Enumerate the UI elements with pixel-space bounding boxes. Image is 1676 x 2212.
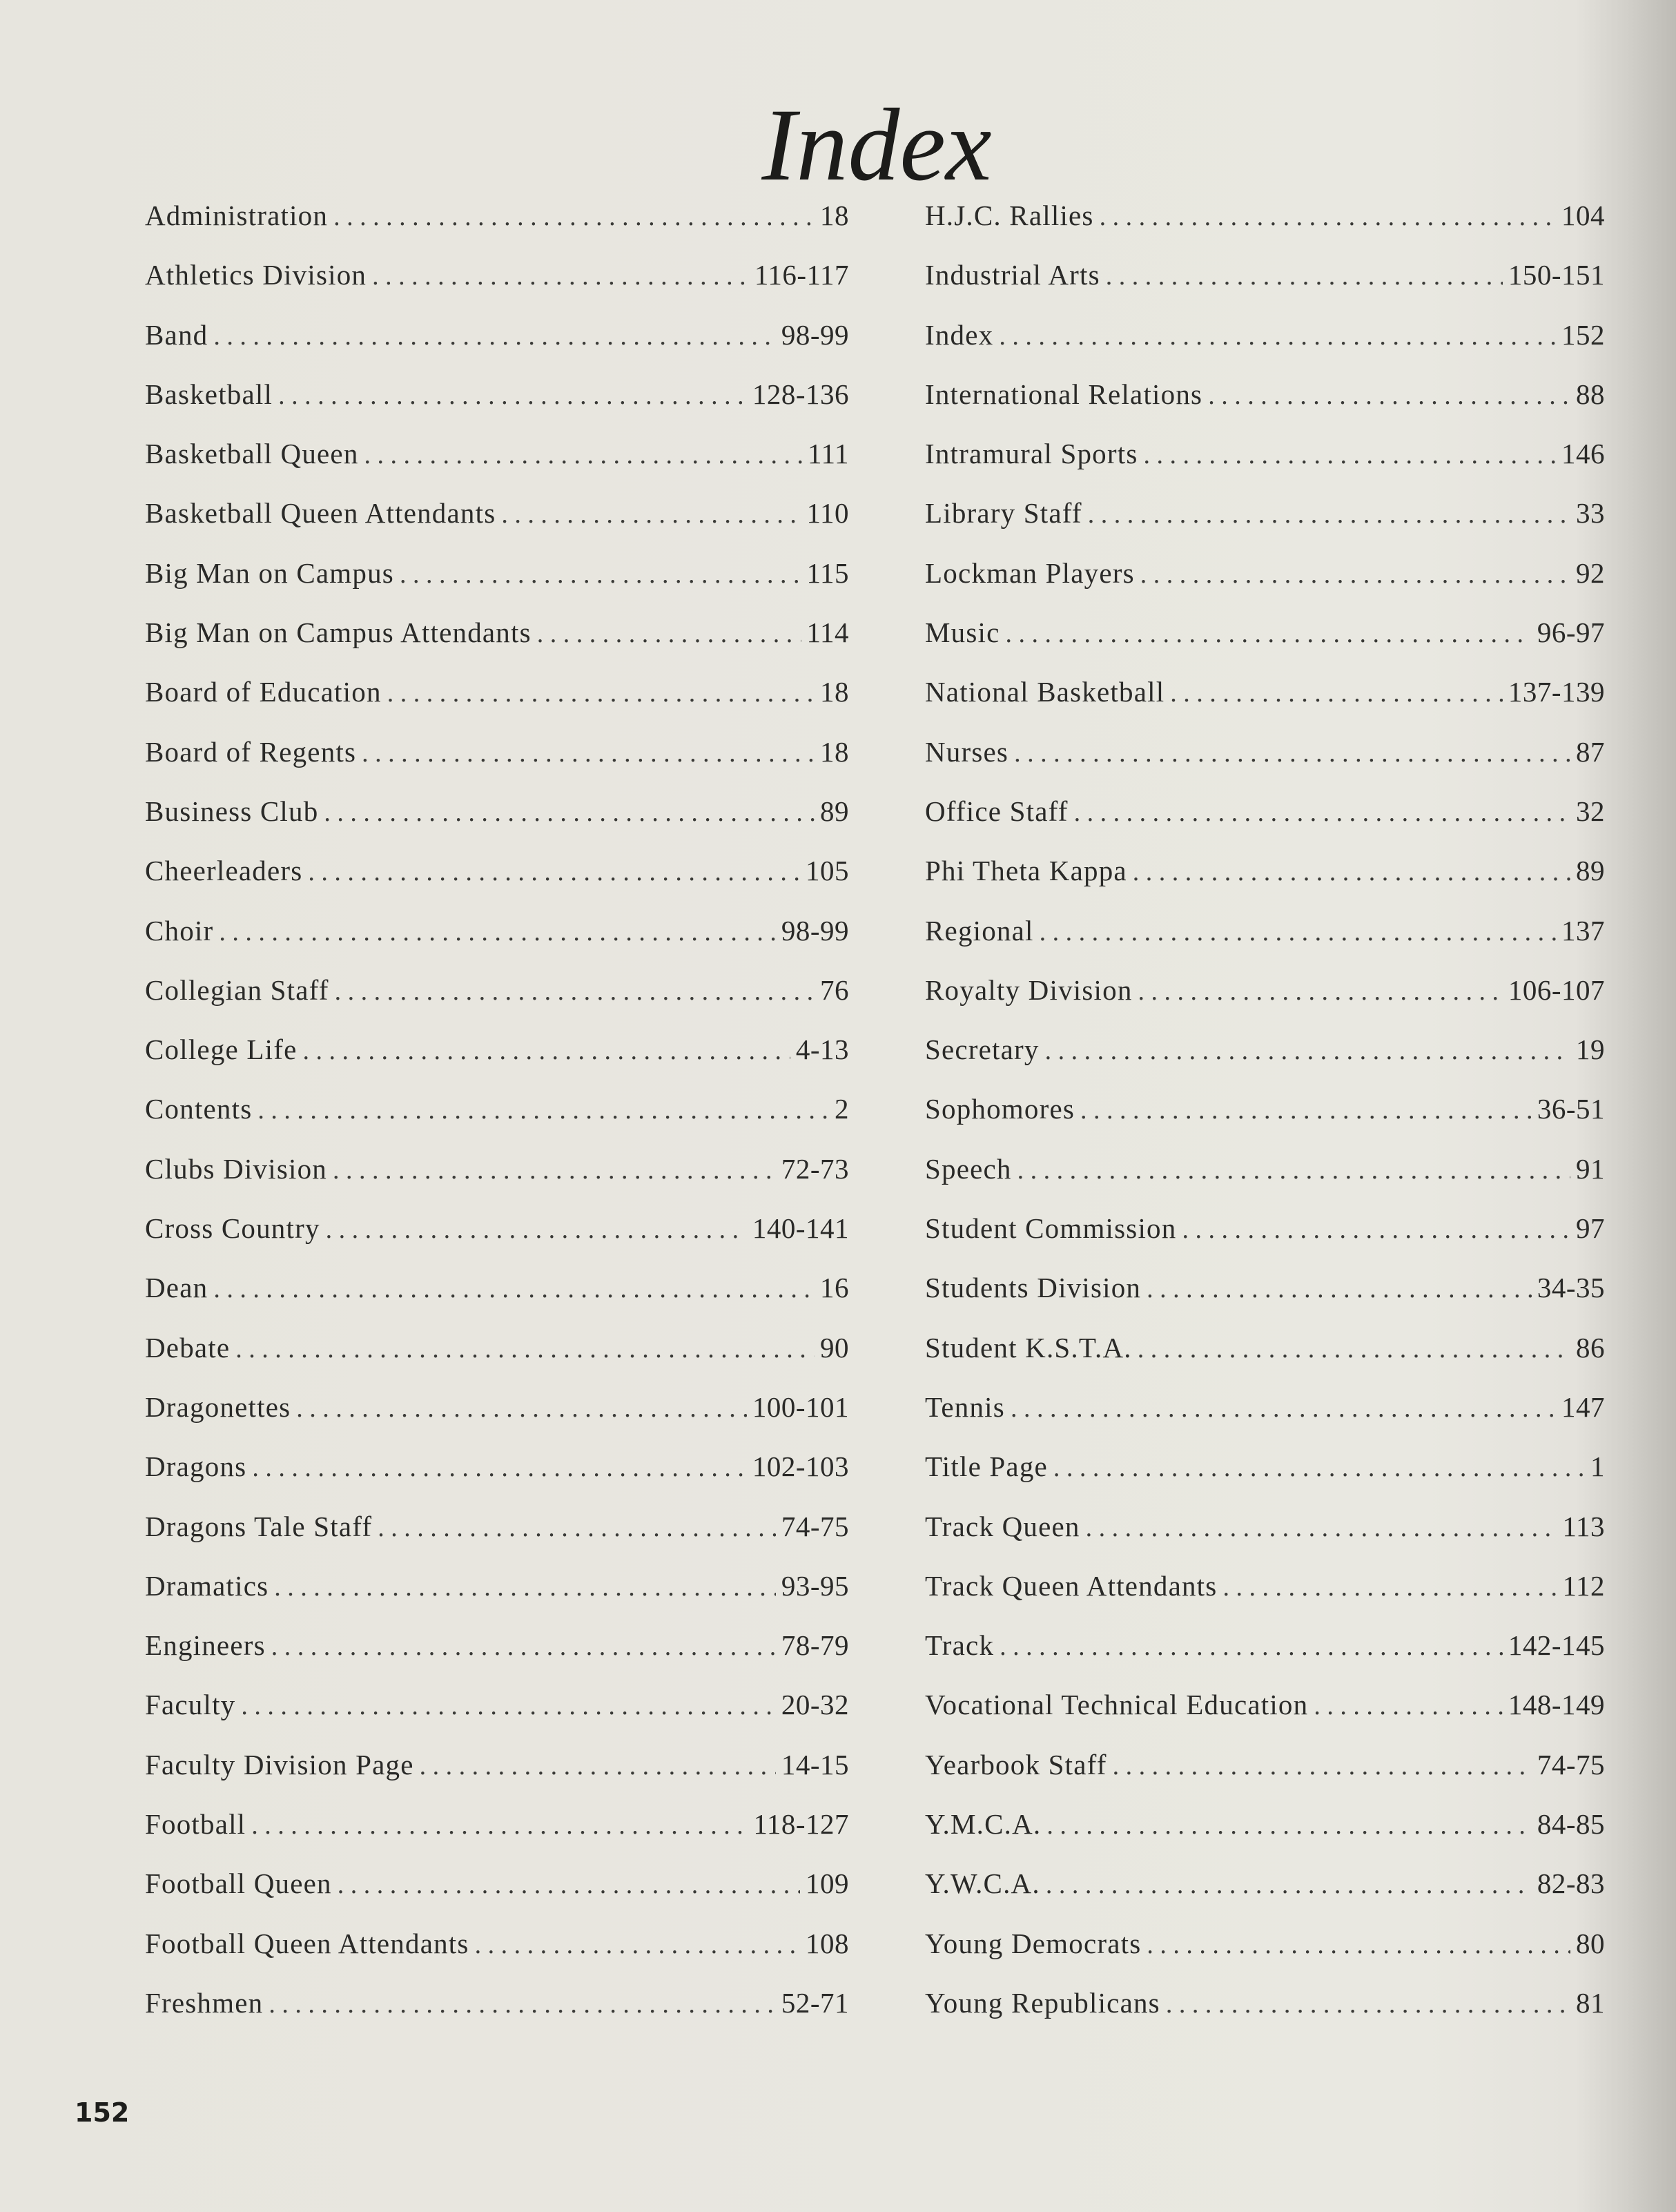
index-entry <box>145 1510 849 1569</box>
index-entry <box>925 1986 1605 2046</box>
index-entry <box>145 199 849 258</box>
index-entry <box>925 1271 1605 1330</box>
index-entry <box>145 675 849 735</box>
dot-leader <box>1147 1274 1532 1304</box>
index-entry-pages: 92 <box>1576 556 1605 589</box>
dot-leader <box>1113 1751 1532 1781</box>
index-entry <box>145 1033 849 1092</box>
index-entry-label: Faculty <box>145 1689 236 1721</box>
dot-leader <box>302 1036 790 1066</box>
index-entry-pages: 91 <box>1576 1152 1605 1185</box>
index-entry-pages: 19 <box>1576 1034 1605 1066</box>
index-entry <box>925 258 1605 318</box>
index-entry <box>925 1867 1605 1926</box>
dot-leader <box>1011 1393 1556 1424</box>
index-entry-pages: 72-73 <box>781 1152 849 1185</box>
index-entry-label: Faculty Division Page <box>145 1748 414 1781</box>
index-entry-pages: 128-136 <box>752 378 849 410</box>
index-entry <box>145 1807 849 1867</box>
index-entry <box>145 1688 849 1747</box>
dot-leader <box>1100 202 1556 232</box>
index-entry <box>925 1033 1605 1092</box>
index-entry <box>145 1569 849 1629</box>
index-entry-label: Dragonettes <box>145 1390 291 1423</box>
index-entry-label: Engineers <box>145 1629 266 1662</box>
dot-leader <box>1147 1930 1570 1960</box>
index-entry-pages: 98-99 <box>781 318 849 351</box>
index-entry-pages: 89 <box>820 795 849 827</box>
index-entry-label: Basketball <box>145 378 273 410</box>
index-entry <box>925 795 1605 854</box>
index-entry-pages: 18 <box>820 676 849 708</box>
index-column-left <box>145 199 849 2046</box>
index-entry <box>145 735 849 795</box>
index-entry <box>145 556 849 616</box>
dot-leader <box>1006 619 1532 649</box>
index-entry <box>925 1629 1605 1688</box>
index-entry-pages: 137-139 <box>1508 676 1605 708</box>
index-entry-label: Young Democrats <box>925 1927 1142 1959</box>
index-entry <box>925 675 1605 735</box>
index-entry <box>925 437 1605 496</box>
dot-leader <box>400 559 801 590</box>
index-entry-label: Y.M.C.A. <box>925 1808 1042 1841</box>
dot-leader <box>213 1274 815 1304</box>
dot-leader <box>252 1453 747 1483</box>
index-entry-pages: 18 <box>820 735 849 768</box>
index-entry-pages: 36-51 <box>1537 1093 1605 1125</box>
index-entry-pages: 102-103 <box>752 1451 849 1483</box>
index-entry-label: Yearbook Staff <box>925 1748 1107 1781</box>
dot-leader <box>1314 1691 1503 1721</box>
dot-leader <box>1170 678 1503 708</box>
index-entry <box>925 1212 1605 1271</box>
dot-leader <box>1088 499 1570 530</box>
index-entry <box>145 1986 849 2046</box>
index-entry-pages: 18 <box>820 200 849 231</box>
dot-leader <box>271 1631 776 1662</box>
index-entry-pages: 113 <box>1562 1510 1605 1542</box>
dot-leader <box>1046 1810 1532 1841</box>
index-entry-label: Regional <box>925 914 1034 947</box>
index-entry-label: Administration <box>145 200 329 231</box>
index-entry-label: Clubs Division <box>145 1152 327 1185</box>
index-entry <box>925 199 1605 258</box>
index-entry-label: Royalty Division <box>925 973 1133 1006</box>
dot-leader <box>1133 857 1570 887</box>
index-entry-label: Dramatics <box>145 1569 269 1602</box>
index-entry <box>145 1748 849 1807</box>
index-entry-pages: 118-127 <box>753 1808 849 1841</box>
index-entry-pages: 32 <box>1576 795 1605 827</box>
index-entry-pages: 148-149 <box>1508 1689 1605 1721</box>
index-entry-pages: 140-141 <box>752 1212 849 1245</box>
index-entry-label: Dragons <box>145 1451 247 1483</box>
index-entry <box>145 1390 849 1450</box>
index-entry-label: Secretary <box>925 1034 1040 1066</box>
index-entry-pages: 96-97 <box>1537 617 1605 649</box>
dot-leader <box>420 1751 776 1781</box>
dot-leader <box>241 1691 775 1721</box>
index-entry-label: Track Queen <box>925 1510 1080 1542</box>
dot-leader <box>333 1155 776 1185</box>
index-entry-label: Big Man on Campus <box>145 556 394 589</box>
dot-leader <box>274 1572 776 1602</box>
index-entry-label: Phi Theta Kappa <box>925 855 1127 887</box>
dot-leader <box>251 1810 748 1841</box>
index-entry-label: Choir <box>145 914 214 947</box>
index-entry-pages: 114 <box>806 617 849 649</box>
index-entry-label: Library Staff <box>925 497 1082 530</box>
index-entry-pages: 76 <box>820 973 849 1006</box>
index-entry-label: Basketball Queen <box>145 438 359 470</box>
index-entry-label: Lockman Players <box>925 556 1135 589</box>
index-entry-label: Students Division <box>925 1272 1142 1304</box>
index-entry <box>145 1927 849 1986</box>
index-column-right <box>925 199 1605 2046</box>
index-entry-pages: 105 <box>806 855 849 887</box>
dot-leader <box>333 202 815 232</box>
index-entry-pages: 147 <box>1561 1390 1605 1423</box>
dot-leader <box>1045 1036 1570 1066</box>
index-entry <box>145 1212 849 1271</box>
index-entry-label: Title Page <box>925 1451 1048 1483</box>
index-entry-pages: 116-117 <box>754 259 849 291</box>
dot-leader <box>269 1989 776 2019</box>
dot-leader <box>1074 797 1570 828</box>
index-entry-pages: 33 <box>1576 497 1605 530</box>
index-entry-label: Student Commission <box>925 1212 1177 1245</box>
index-entry-pages: 82-83 <box>1537 1867 1605 1900</box>
index-entry <box>145 1629 849 1688</box>
index-entry-pages: 52-71 <box>781 1986 849 2019</box>
index-entry-label: Tennis <box>925 1390 1005 1423</box>
index-entry <box>925 496 1605 556</box>
index-entry-pages: 4-13 <box>795 1034 849 1066</box>
index-entry-pages: 98-99 <box>781 914 849 947</box>
index-entry-label: Student K.S.T.A. <box>925 1331 1132 1364</box>
index-entry <box>145 795 849 854</box>
index-entry <box>925 973 1605 1033</box>
index-entry-pages: 78-79 <box>781 1629 849 1662</box>
dot-leader <box>387 678 815 708</box>
dot-leader <box>537 619 801 649</box>
dot-leader <box>1053 1453 1585 1483</box>
page-number: 152 <box>75 2097 130 2128</box>
index-entry-label: Office Staff <box>925 795 1069 827</box>
index-entry-label: Freshmen <box>145 1986 264 2019</box>
index-entry-label: Index <box>925 318 994 351</box>
index-entry-pages: 87 <box>1576 735 1605 768</box>
dot-leader <box>1208 380 1570 411</box>
dot-leader <box>1080 1095 1532 1125</box>
dot-leader <box>308 857 800 887</box>
dot-leader <box>278 380 747 411</box>
index-entry <box>145 854 849 913</box>
index-entry-label: College Life <box>145 1034 298 1066</box>
index-entry-label: Sophomores <box>925 1093 1075 1125</box>
index-entry <box>145 1271 849 1330</box>
dot-leader <box>1138 1334 1570 1364</box>
index-entry-pages: 90 <box>820 1331 849 1364</box>
index-entry-label: Football Queen <box>145 1867 332 1900</box>
index-entry <box>145 258 849 318</box>
index-entry-label: Football Queen Attendants <box>145 1927 469 1959</box>
index-entry-label: Young Republicans <box>925 1986 1160 2019</box>
index-entry-pages: 108 <box>806 1927 849 1959</box>
dot-leader <box>324 797 815 828</box>
index-entry <box>925 1688 1605 1747</box>
dot-leader <box>999 321 1556 351</box>
dot-leader <box>219 917 775 947</box>
index-entry-pages: 20-32 <box>781 1689 849 1721</box>
index-entry <box>145 496 849 556</box>
index-entry <box>925 854 1605 913</box>
index-entry-pages: 150-151 <box>1508 259 1605 291</box>
dot-leader <box>372 261 749 291</box>
index-entry-pages: 109 <box>806 1867 849 1900</box>
index-entry <box>145 318 849 378</box>
dot-leader <box>1222 1572 1557 1602</box>
index-entry <box>145 1450 849 1509</box>
index-entry-label: Y.W.C.A. <box>925 1867 1040 1900</box>
dot-leader <box>1140 559 1570 590</box>
dot-leader <box>338 1870 800 1900</box>
index-entry <box>925 1331 1605 1390</box>
page-title: Index <box>761 88 992 202</box>
index-entry-pages: 1 <box>1590 1451 1605 1483</box>
index-entry-label: Debate <box>145 1331 231 1364</box>
index-entry <box>145 1152 849 1212</box>
index-entry-label: Speech <box>925 1152 1012 1185</box>
index-entry <box>925 1092 1605 1152</box>
index-entry-label: Contents <box>145 1093 253 1125</box>
index-entry-pages: 137 <box>1561 914 1605 947</box>
dot-leader <box>326 1214 747 1245</box>
index-entry-pages: 100-101 <box>752 1390 849 1423</box>
index-entry <box>145 1092 849 1152</box>
index-entry-label: H.J.C. Rallies <box>925 200 1094 231</box>
dot-leader <box>475 1930 800 1960</box>
index-entry <box>925 1748 1605 1807</box>
index-entry <box>925 914 1605 973</box>
index-entry <box>145 378 849 437</box>
index-entry <box>925 616 1605 675</box>
index-entry <box>925 378 1605 437</box>
index-entry-label: Cross Country <box>145 1212 320 1245</box>
index-entry-pages: 14-15 <box>781 1748 849 1781</box>
dot-leader <box>1017 1155 1570 1185</box>
index-entry-label: Band <box>145 318 208 351</box>
index-entry <box>925 1807 1605 1867</box>
dot-leader <box>1040 917 1556 947</box>
dot-leader <box>1182 1214 1570 1245</box>
index-entry <box>925 1569 1605 1629</box>
index-entry-pages: 110 <box>806 497 849 530</box>
dot-leader <box>1014 738 1570 768</box>
index-entry-pages: 146 <box>1561 438 1605 470</box>
index-entry-label: Big Man on Campus Attendants <box>145 617 532 649</box>
dot-leader <box>257 1095 829 1125</box>
dot-leader <box>1046 1870 1532 1900</box>
dot-leader <box>364 440 803 470</box>
index-entry-label: Football <box>145 1808 246 1841</box>
index-entry-label: Vocational Technical Education <box>925 1689 1309 1721</box>
index-entry <box>145 914 849 973</box>
index-entry <box>145 616 849 675</box>
dot-leader <box>1086 1513 1557 1543</box>
dot-leader <box>1106 261 1503 291</box>
index-entry-pages: 2 <box>835 1093 849 1125</box>
index-entry <box>925 1390 1605 1450</box>
dot-leader <box>362 738 815 768</box>
index-entry <box>145 973 849 1033</box>
dot-leader <box>1166 1989 1570 2019</box>
dot-leader <box>1138 976 1503 1007</box>
dot-leader <box>296 1393 747 1424</box>
dot-leader <box>213 321 775 351</box>
index-entry-pages: 84-85 <box>1537 1808 1605 1841</box>
index-entry-label: Collegian Staff <box>145 973 329 1006</box>
index-entry-pages: 88 <box>1576 378 1605 410</box>
index-entry-pages: 81 <box>1576 1986 1605 2019</box>
index-entry-pages: 80 <box>1576 1927 1605 1959</box>
index-entry-pages: 34-35 <box>1537 1272 1605 1304</box>
index-entry-label: Intramural Sports <box>925 438 1138 470</box>
index-entry-label: Cheerleaders <box>145 855 303 887</box>
index-entry-label: Nurses <box>925 735 1009 768</box>
index-entry-label: Athletics Division <box>145 259 367 291</box>
index-entry-label: Board of Education <box>145 676 382 708</box>
index-entry-pages: 89 <box>1576 855 1605 887</box>
index-entry <box>925 1450 1605 1509</box>
index-entry <box>925 1510 1605 1569</box>
index-entry-label: Basketball Queen Attendants <box>145 497 496 530</box>
index-entry-label: Music <box>925 617 1000 649</box>
index-entry-pages: 115 <box>806 556 849 589</box>
index-entry <box>925 318 1605 378</box>
index-entry-pages: 152 <box>1561 318 1605 351</box>
index-entry-pages: 86 <box>1576 1331 1605 1364</box>
dot-leader <box>235 1334 815 1364</box>
index-entry-label: Dean <box>145 1272 208 1304</box>
index-entry-label: Industrial Arts <box>925 259 1100 291</box>
index-entry-label: Track <box>925 1629 995 1662</box>
index-entry-label: Board of Regents <box>145 735 357 768</box>
index-entry-pages: 93-95 <box>781 1569 849 1602</box>
dot-leader <box>378 1513 776 1543</box>
index-entry-label: Track Queen Attendants <box>925 1569 1218 1602</box>
index-entry-pages: 104 <box>1561 200 1605 231</box>
index-entry-label: National Basketball <box>925 676 1165 708</box>
index-entry <box>925 735 1605 795</box>
index-entry-pages: 106-107 <box>1508 973 1605 1006</box>
dot-leader <box>335 976 815 1007</box>
index-entry-label: Dragons Tale Staff <box>145 1510 373 1542</box>
index-entry-pages: 74-75 <box>781 1510 849 1542</box>
index-entry-label: Business Club <box>145 795 319 827</box>
index-entry-pages: 112 <box>1562 1569 1605 1602</box>
dot-leader <box>1143 440 1556 470</box>
dot-leader <box>501 499 801 530</box>
index-entry-pages: 111 <box>808 438 849 470</box>
index-entry <box>145 1867 849 1926</box>
index-entry-pages: 16 <box>820 1272 849 1304</box>
index-entry <box>145 437 849 496</box>
index-entry <box>925 1927 1605 1986</box>
index-entry <box>925 556 1605 616</box>
index-entry-label: International Relations <box>925 378 1203 410</box>
index-entry-pages: 97 <box>1576 1212 1605 1245</box>
index-entry <box>145 1331 849 1390</box>
dot-leader <box>1000 1631 1503 1662</box>
index-entry-pages: 142-145 <box>1508 1629 1605 1662</box>
index-entry <box>925 1152 1605 1212</box>
index-entry-pages: 74-75 <box>1537 1748 1605 1781</box>
